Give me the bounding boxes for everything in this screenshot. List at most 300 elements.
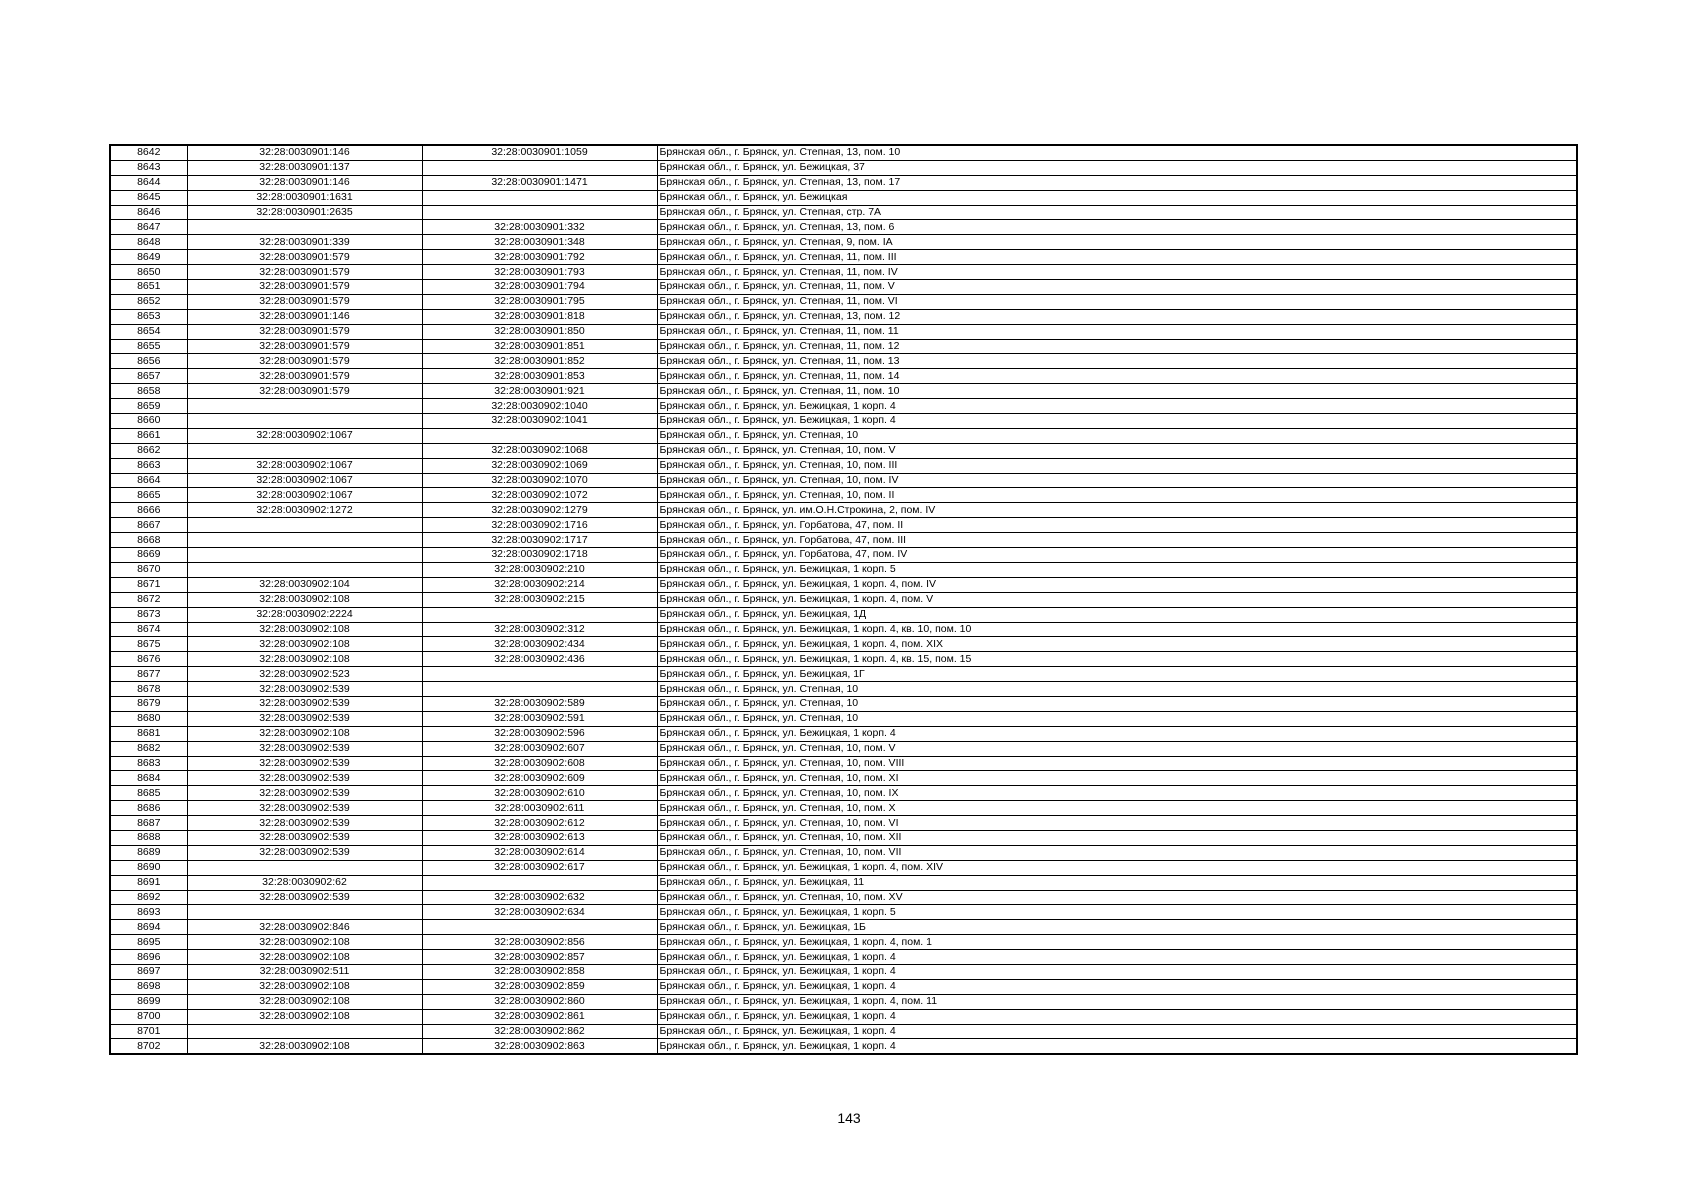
cadastral-number-parent-cell: 32:28:0030902:539 xyxy=(187,682,422,697)
address-cell: Брянская обл., г. Брянск, ул. Бежицкая, 37 xyxy=(657,160,1577,175)
table-row xyxy=(110,950,1577,965)
cadastral-number-parent-cell: 32:28:0030902:846 xyxy=(187,920,422,935)
cadastral-number-parent-cell: 32:28:0030902:108 xyxy=(187,994,422,1009)
row-number-cell: 8653 xyxy=(110,309,187,324)
table-row xyxy=(110,1039,1577,1054)
address-cell: Брянская обл., г. Брянск, ул. Бежицкая, 1 корп. 5 xyxy=(657,562,1577,577)
address-cell: Брянская обл., г. Брянск, ул. Степная, 10 xyxy=(657,428,1577,443)
row-number-cell: 8673 xyxy=(110,607,187,622)
row-number-cell: 8651 xyxy=(110,280,187,295)
row-number-cell: 8680 xyxy=(110,711,187,726)
cadastral-number-object-cell: 32:28:0030902:1716 xyxy=(422,518,657,533)
address-cell: Брянская обл., г. Брянск, ул. Степная, 11, пом. III xyxy=(657,250,1577,265)
cadastral-number-object-cell: 32:28:0030902:589 xyxy=(422,696,657,711)
table-row xyxy=(110,756,1577,771)
cadastral-number-parent-cell: 32:28:0030902:1067 xyxy=(187,458,422,473)
address-cell: Брянская обл., г. Брянск, ул. Бежицкая, 1 корп. 4 xyxy=(657,1024,1577,1039)
registry-table xyxy=(109,144,1578,1055)
cadastral-number-object-cell: 32:28:0030902:611 xyxy=(422,801,657,816)
row-number-cell: 8662 xyxy=(110,443,187,458)
row-number-cell: 8693 xyxy=(110,905,187,920)
cadastral-number-parent-cell xyxy=(187,860,422,875)
row-number-cell: 8665 xyxy=(110,488,187,503)
cadastral-number-parent-cell xyxy=(187,905,422,920)
cadastral-number-parent-cell: 32:28:0030902:1067 xyxy=(187,428,422,443)
cadastral-number-object-cell xyxy=(422,160,657,175)
table-row xyxy=(110,979,1577,994)
table-row xyxy=(110,801,1577,816)
table-row xyxy=(110,369,1577,384)
row-number-cell: 8668 xyxy=(110,533,187,548)
address-cell: Брянская обл., г. Брянск, ул. Бежицкая, 1 корп. 4 xyxy=(657,1009,1577,1024)
address-cell: Брянская обл., г. Брянск, ул. Бежицкая, 1 корп. 4, кв. 10, пом. 10 xyxy=(657,622,1577,637)
cadastral-number-parent-cell: 32:28:0030901:339 xyxy=(187,235,422,250)
table-row xyxy=(110,354,1577,369)
table-row xyxy=(110,473,1577,488)
table-row xyxy=(110,1009,1577,1024)
address-cell: Брянская обл., г. Брянск, ул. Бежицкая, 1Г xyxy=(657,667,1577,682)
cadastral-number-parent-cell: 32:28:0030901:137 xyxy=(187,160,422,175)
address-cell: Брянская обл., г. Брянск, ул. Бежицкая, 1 корп. 4, пом. XIV xyxy=(657,860,1577,875)
address-cell: Брянская обл., г. Брянск, ул. Степная, 10, пом. VI xyxy=(657,816,1577,831)
table-row xyxy=(110,890,1577,905)
address-cell: Брянская обл., г. Брянск, ул. Горбатова, 47, пом. III xyxy=(657,533,1577,548)
row-number-cell: 8687 xyxy=(110,816,187,831)
cadastral-number-parent-cell xyxy=(187,414,422,429)
table-row xyxy=(110,458,1577,473)
row-number-cell: 8684 xyxy=(110,771,187,786)
table-row xyxy=(110,488,1577,503)
address-cell: Брянская обл., г. Брянск, ул. Степная, 11, пом. 13 xyxy=(657,354,1577,369)
cadastral-number-parent-cell xyxy=(187,562,422,577)
cadastral-number-object-cell xyxy=(422,190,657,205)
address-cell: Брянская обл., г. Брянск, ул. Степная, 10, пом. V xyxy=(657,443,1577,458)
cadastral-number-parent-cell xyxy=(187,518,422,533)
cadastral-number-parent-cell: 32:28:0030902:539 xyxy=(187,756,422,771)
table-row xyxy=(110,786,1577,801)
row-number-cell: 8645 xyxy=(110,190,187,205)
cadastral-number-object-cell xyxy=(422,667,657,682)
row-number-cell: 8691 xyxy=(110,875,187,890)
cadastral-number-parent-cell: 32:28:0030902:1067 xyxy=(187,488,422,503)
table-row xyxy=(110,280,1577,295)
table-row xyxy=(110,726,1577,741)
table-row xyxy=(110,205,1577,220)
row-number-cell: 8650 xyxy=(110,265,187,280)
table-row xyxy=(110,235,1577,250)
address-cell: Брянская обл., г. Брянск, ул. Бежицкая xyxy=(657,190,1577,205)
cadastral-number-parent-cell: 32:28:0030901:579 xyxy=(187,265,422,280)
table-row xyxy=(110,175,1577,190)
row-number-cell: 8644 xyxy=(110,175,187,190)
address-cell: Брянская обл., г. Брянск, ул. Степная, 11, пом. IV xyxy=(657,265,1577,280)
address-cell: Брянская обл., г. Брянск, ул. Степная, 11, пом. 10 xyxy=(657,384,1577,399)
cadastral-number-object-cell xyxy=(422,205,657,220)
cadastral-number-object-cell: 32:28:0030902:312 xyxy=(422,622,657,637)
row-number-cell: 8659 xyxy=(110,399,187,414)
cadastral-number-parent-cell: 32:28:0030901:1631 xyxy=(187,190,422,205)
cadastral-number-object-cell: 32:28:0030902:434 xyxy=(422,637,657,652)
address-cell: Брянская обл., г. Брянск, ул. Бежицкая, 1 корп. 4, пом. 11 xyxy=(657,994,1577,1009)
address-cell: Брянская обл., г. Брянск, ул. Степная, 10, пом. VII xyxy=(657,845,1577,860)
table-row xyxy=(110,830,1577,845)
table-row xyxy=(110,696,1577,711)
row-number-cell: 8672 xyxy=(110,592,187,607)
cadastral-number-object-cell: 32:28:0030901:851 xyxy=(422,339,657,354)
address-cell: Брянская обл., г. Брянск, ул. Степная, 11, пом. 14 xyxy=(657,369,1577,384)
row-number-cell: 8700 xyxy=(110,1009,187,1024)
address-cell: Брянская обл., г. Брянск, ул. Бежицкая, 1 корп. 4 xyxy=(657,399,1577,414)
address-cell: Брянская обл., г. Брянск, ул. Бежицкая, 1 корп. 4, пом. V xyxy=(657,592,1577,607)
cadastral-number-parent-cell xyxy=(187,399,422,414)
row-number-cell: 8664 xyxy=(110,473,187,488)
cadastral-number-parent-cell: 32:28:0030901:579 xyxy=(187,250,422,265)
cadastral-number-object-cell: 32:28:0030901:852 xyxy=(422,354,657,369)
address-cell: Брянская обл., г. Брянск, ул. Степная, 10 xyxy=(657,711,1577,726)
address-cell: Брянская обл., г. Брянск, ул. Степная, 11, пом. 11 xyxy=(657,324,1577,339)
cadastral-number-parent-cell: 32:28:0030902:539 xyxy=(187,816,422,831)
cadastral-number-parent-cell: 32:28:0030901:579 xyxy=(187,339,422,354)
row-number-cell: 8686 xyxy=(110,801,187,816)
table-row xyxy=(110,592,1577,607)
address-cell: Брянская обл., г. Брянск, ул. Степная, 13, пом. 17 xyxy=(657,175,1577,190)
cadastral-number-object-cell: 32:28:0030902:856 xyxy=(422,935,657,950)
address-cell: Брянская обл., г. Брянск, ул. Бежицкая, 1 корп. 4, пом. IV xyxy=(657,577,1577,592)
cadastral-number-parent-cell: 32:28:0030902:108 xyxy=(187,979,422,994)
row-number-cell: 8677 xyxy=(110,667,187,682)
address-cell: Брянская обл., г. Брянск, ул. Степная, 11, пом. 12 xyxy=(657,339,1577,354)
cadastral-number-object-cell: 32:28:0030902:632 xyxy=(422,890,657,905)
table-row xyxy=(110,652,1577,667)
cadastral-number-object-cell: 32:28:0030902:612 xyxy=(422,816,657,831)
address-cell: Брянская обл., г. Брянск, ул. Бежицкая, 1Б xyxy=(657,920,1577,935)
cadastral-number-parent-cell: 32:28:0030902:511 xyxy=(187,964,422,979)
table-row xyxy=(110,428,1577,443)
table-row xyxy=(110,682,1577,697)
row-number-cell: 8674 xyxy=(110,622,187,637)
address-cell: Брянская обл., г. Брянск, ул. Степная, 13, пом. 12 xyxy=(657,309,1577,324)
table-row xyxy=(110,771,1577,786)
cadastral-number-object-cell xyxy=(422,875,657,890)
table-row xyxy=(110,875,1577,890)
address-cell: Брянская обл., г. Брянск, ул. Бежицкая, 1 корп. 4, кв. 15, пом. 15 xyxy=(657,652,1577,667)
cadastral-number-parent-cell: 32:28:0030902:539 xyxy=(187,801,422,816)
row-number-cell: 8661 xyxy=(110,428,187,443)
address-cell: Брянская обл., г. Брянск, ул. Степная, 10 xyxy=(657,696,1577,711)
cadastral-number-object-cell: 32:28:0030901:795 xyxy=(422,294,657,309)
table-row xyxy=(110,265,1577,280)
table-row xyxy=(110,607,1577,622)
cadastral-number-parent-cell: 32:28:0030902:539 xyxy=(187,741,422,756)
row-number-cell: 8701 xyxy=(110,1024,187,1039)
cadastral-number-object-cell: 32:28:0030902:1072 xyxy=(422,488,657,503)
cadastral-number-parent-cell: 32:28:0030902:108 xyxy=(187,637,422,652)
cadastral-number-object-cell: 32:28:0030901:793 xyxy=(422,265,657,280)
cadastral-number-object-cell: 32:28:0030902:858 xyxy=(422,964,657,979)
table-row xyxy=(110,622,1577,637)
address-cell: Брянская обл., г. Брянск, ул. Степная, 10, пом. XII xyxy=(657,830,1577,845)
cadastral-number-object-cell: 32:28:0030901:850 xyxy=(422,324,657,339)
row-number-cell: 8663 xyxy=(110,458,187,473)
cadastral-number-parent-cell: 32:28:0030902:108 xyxy=(187,622,422,637)
row-number-cell: 8642 xyxy=(110,145,187,160)
cadastral-number-object-cell: 32:28:0030902:214 xyxy=(422,577,657,592)
row-number-cell: 8702 xyxy=(110,1039,187,1054)
cadastral-number-parent-cell: 32:28:0030901:146 xyxy=(187,309,422,324)
cadastral-number-object-cell: 32:28:0030902:609 xyxy=(422,771,657,786)
cadastral-number-parent-cell xyxy=(187,548,422,563)
cadastral-number-parent-cell: 32:28:0030902:2224 xyxy=(187,607,422,622)
table-row xyxy=(110,309,1577,324)
address-cell: Брянская обл., г. Брянск, ул. Степная, 11, пом. VI xyxy=(657,294,1577,309)
row-number-cell: 8669 xyxy=(110,548,187,563)
cadastral-number-object-cell: 32:28:0030902:1717 xyxy=(422,533,657,548)
table-row xyxy=(110,250,1577,265)
table-row xyxy=(110,816,1577,831)
table-row xyxy=(110,964,1577,979)
row-number-cell: 8698 xyxy=(110,979,187,994)
cadastral-number-object-cell: 32:28:0030902:617 xyxy=(422,860,657,875)
cadastral-number-object-cell: 32:28:0030902:634 xyxy=(422,905,657,920)
address-cell: Брянская обл., г. Брянск, ул. Степная, 10, пом. X xyxy=(657,801,1577,816)
row-number-cell: 8681 xyxy=(110,726,187,741)
cadastral-number-object-cell: 32:28:0030901:348 xyxy=(422,235,657,250)
row-number-cell: 8655 xyxy=(110,339,187,354)
cadastral-number-object-cell: 32:28:0030902:861 xyxy=(422,1009,657,1024)
cadastral-number-object-cell: 32:28:0030902:608 xyxy=(422,756,657,771)
cadastral-number-object-cell: 32:28:0030901:332 xyxy=(422,220,657,235)
row-number-cell: 8688 xyxy=(110,830,187,845)
cadastral-number-parent-cell: 32:28:0030901:146 xyxy=(187,145,422,160)
table-row xyxy=(110,145,1577,160)
row-number-cell: 8658 xyxy=(110,384,187,399)
row-number-cell: 8690 xyxy=(110,860,187,875)
row-number-cell: 8682 xyxy=(110,741,187,756)
cadastral-number-parent-cell: 32:28:0030902:539 xyxy=(187,786,422,801)
row-number-cell: 8696 xyxy=(110,950,187,965)
cadastral-number-parent-cell: 32:28:0030902:539 xyxy=(187,890,422,905)
cadastral-number-parent-cell: 32:28:0030902:1272 xyxy=(187,503,422,518)
cadastral-number-object-cell: 32:28:0030901:818 xyxy=(422,309,657,324)
address-cell: Брянская обл., г. Брянск, ул. Степная, 13, пом. 10 xyxy=(657,145,1577,160)
address-cell: Брянская обл., г. Брянск, ул. Степная, 10 xyxy=(657,682,1577,697)
row-number-cell: 8657 xyxy=(110,369,187,384)
table-row xyxy=(110,935,1577,950)
cadastral-number-object-cell: 32:28:0030902:210 xyxy=(422,562,657,577)
table-row xyxy=(110,860,1577,875)
table-row xyxy=(110,294,1577,309)
row-number-cell: 8643 xyxy=(110,160,187,175)
address-cell: Брянская обл., г. Брянск, ул. Бежицкая, 1 корп. 4 xyxy=(657,1039,1577,1054)
row-number-cell: 8675 xyxy=(110,637,187,652)
cadastral-number-object-cell xyxy=(422,920,657,935)
cadastral-number-parent-cell: 32:28:0030901:579 xyxy=(187,369,422,384)
cadastral-number-parent-cell: 32:28:0030902:523 xyxy=(187,667,422,682)
cadastral-number-object-cell: 32:28:0030902:1718 xyxy=(422,548,657,563)
row-number-cell: 8692 xyxy=(110,890,187,905)
row-number-cell: 8689 xyxy=(110,845,187,860)
address-cell: Брянская обл., г. Брянск, ул. Степная, 11, пом. V xyxy=(657,280,1577,295)
address-cell: Брянская обл., г. Брянск, ул. Степная, 10, пом. IV xyxy=(657,473,1577,488)
cadastral-number-parent-cell: 32:28:0030902:539 xyxy=(187,845,422,860)
table-row xyxy=(110,637,1577,652)
registry-table-body xyxy=(110,145,1577,1054)
cadastral-number-object-cell: 32:28:0030902:607 xyxy=(422,741,657,756)
cadastral-number-object-cell: 32:28:0030902:1068 xyxy=(422,443,657,458)
table-row xyxy=(110,339,1577,354)
address-cell: Брянская обл., г. Брянск, ул. Бежицкая, 1 корп. 5 xyxy=(657,905,1577,920)
row-number-cell: 8685 xyxy=(110,786,187,801)
cadastral-number-object-cell: 32:28:0030902:1041 xyxy=(422,414,657,429)
table-row xyxy=(110,518,1577,533)
cadastral-number-parent-cell: 32:28:0030901:579 xyxy=(187,294,422,309)
cadastral-number-parent-cell: 32:28:0030902:108 xyxy=(187,726,422,741)
cadastral-number-parent-cell xyxy=(187,533,422,548)
cadastral-number-object-cell: 32:28:0030902:859 xyxy=(422,979,657,994)
cadastral-number-object-cell: 32:28:0030902:1279 xyxy=(422,503,657,518)
cadastral-number-parent-cell: 32:28:0030902:108 xyxy=(187,950,422,965)
cadastral-number-object-cell: 32:28:0030902:1040 xyxy=(422,399,657,414)
address-cell: Брянская обл., г. Брянск, ул. Бежицкая, 1 корп. 4, пом. 1 xyxy=(657,935,1577,950)
row-number-cell: 8667 xyxy=(110,518,187,533)
cadastral-number-parent-cell: 32:28:0030901:579 xyxy=(187,384,422,399)
row-number-cell: 8660 xyxy=(110,414,187,429)
cadastral-number-object-cell: 32:28:0030902:1069 xyxy=(422,458,657,473)
cadastral-number-parent-cell: 32:28:0030902:539 xyxy=(187,830,422,845)
cadastral-number-object-cell: 32:28:0030902:591 xyxy=(422,711,657,726)
cadastral-number-object-cell: 32:28:0030901:794 xyxy=(422,280,657,295)
cadastral-number-object-cell: 32:28:0030901:792 xyxy=(422,250,657,265)
table-row xyxy=(110,711,1577,726)
cadastral-number-parent-cell: 32:28:0030902:539 xyxy=(187,711,422,726)
row-number-cell: 8646 xyxy=(110,205,187,220)
row-number-cell: 8648 xyxy=(110,235,187,250)
table-row xyxy=(110,920,1577,935)
row-number-cell: 8654 xyxy=(110,324,187,339)
cadastral-number-object-cell: 32:28:0030901:853 xyxy=(422,369,657,384)
table-row xyxy=(110,160,1577,175)
cadastral-number-object-cell xyxy=(422,607,657,622)
cadastral-number-object-cell: 32:28:0030902:857 xyxy=(422,950,657,965)
row-number-cell: 8656 xyxy=(110,354,187,369)
cadastral-number-parent-cell: 32:28:0030902:108 xyxy=(187,935,422,950)
row-number-cell: 8694 xyxy=(110,920,187,935)
row-number-cell: 8683 xyxy=(110,756,187,771)
table-row xyxy=(110,845,1577,860)
table-row xyxy=(110,399,1577,414)
cadastral-number-object-cell: 32:28:0030902:614 xyxy=(422,845,657,860)
cadastral-number-parent-cell: 32:28:0030901:579 xyxy=(187,280,422,295)
cadastral-number-parent-cell: 32:28:0030902:62 xyxy=(187,875,422,890)
cadastral-number-object-cell: 32:28:0030901:1471 xyxy=(422,175,657,190)
table-row xyxy=(110,548,1577,563)
row-number-cell: 8678 xyxy=(110,682,187,697)
row-number-cell: 8666 xyxy=(110,503,187,518)
row-number-cell: 8697 xyxy=(110,964,187,979)
address-cell: Брянская обл., г. Брянск, ул. Степная, 9, пом. IA xyxy=(657,235,1577,250)
cadastral-number-object-cell: 32:28:0030902:862 xyxy=(422,1024,657,1039)
address-cell: Брянская обл., г. Брянск, ул. Бежицкая, 11 xyxy=(657,875,1577,890)
address-cell: Брянская обл., г. Брянск, ул. Степная, 10, пом. XV xyxy=(657,890,1577,905)
cadastral-number-parent-cell: 32:28:0030902:108 xyxy=(187,652,422,667)
cadastral-number-object-cell xyxy=(422,682,657,697)
table-row xyxy=(110,994,1577,1009)
table-row xyxy=(110,324,1577,339)
row-number-cell: 8671 xyxy=(110,577,187,592)
table-row xyxy=(110,503,1577,518)
address-cell: Брянская обл., г. Брянск, ул. Степная, 10, пом. VIII xyxy=(657,756,1577,771)
table-row xyxy=(110,220,1577,235)
row-number-cell: 8652 xyxy=(110,294,187,309)
address-cell: Брянская обл., г. Брянск, ул. Бежицкая, 1 корп. 4 xyxy=(657,979,1577,994)
cadastral-number-object-cell: 32:28:0030902:613 xyxy=(422,830,657,845)
address-cell: Брянская обл., г. Брянск, ул. Степная, стр. 7А xyxy=(657,205,1577,220)
row-number-cell: 8647 xyxy=(110,220,187,235)
table-row xyxy=(110,414,1577,429)
table-row xyxy=(110,562,1577,577)
cadastral-number-object-cell: 32:28:0030902:596 xyxy=(422,726,657,741)
row-number-cell: 8676 xyxy=(110,652,187,667)
cadastral-number-object-cell: 32:28:0030902:1070 xyxy=(422,473,657,488)
row-number-cell: 8679 xyxy=(110,696,187,711)
address-cell: Брянская обл., г. Брянск, ул. Степная, 10, пом. XI xyxy=(657,771,1577,786)
address-cell: Брянская обл., г. Брянск, ул. Горбатова, 47, пом. II xyxy=(657,518,1577,533)
cadastral-number-parent-cell: 32:28:0030902:104 xyxy=(187,577,422,592)
address-cell: Брянская обл., г. Брянск, ул. Бежицкая, 1 корп. 4 xyxy=(657,726,1577,741)
table-row xyxy=(110,190,1577,205)
row-number-cell: 8699 xyxy=(110,994,187,1009)
page-number: 143 xyxy=(837,1110,861,1126)
address-cell: Брянская обл., г. Брянск, ул. Степная, 13, пом. 6 xyxy=(657,220,1577,235)
cadastral-number-parent-cell: 32:28:0030902:1067 xyxy=(187,473,422,488)
address-cell: Брянская обл., г. Брянск, ул. Степная, 10, пом. III xyxy=(657,458,1577,473)
cadastral-number-parent-cell: 32:28:0030902:108 xyxy=(187,1009,422,1024)
cadastral-number-object-cell: 32:28:0030902:610 xyxy=(422,786,657,801)
table-row xyxy=(110,577,1577,592)
cadastral-number-parent-cell: 32:28:0030901:2635 xyxy=(187,205,422,220)
cadastral-number-parent-cell xyxy=(187,1024,422,1039)
address-cell: Брянская обл., г. Брянск, ул. им.О.Н.Строкина, 2, пом. IV xyxy=(657,503,1577,518)
table-row xyxy=(110,667,1577,682)
address-cell: Брянская обл., г. Брянск, ул. Бежицкая, 1 корп. 4 xyxy=(657,414,1577,429)
cadastral-number-object-cell: 32:28:0030901:1059 xyxy=(422,145,657,160)
cadastral-number-parent-cell xyxy=(187,220,422,235)
cadastral-number-parent-cell: 32:28:0030902:539 xyxy=(187,696,422,711)
cadastral-number-object-cell: 32:28:0030902:860 xyxy=(422,994,657,1009)
address-cell: Брянская обл., г. Брянск, ул. Бежицкая, 1 корп. 4 xyxy=(657,950,1577,965)
address-cell: Брянская обл., г. Брянск, ул. Горбатова, 47, пом. IV xyxy=(657,548,1577,563)
row-number-cell: 8695 xyxy=(110,935,187,950)
address-cell: Брянская обл., г. Брянск, ул. Бежицкая, 1 корп. 4, пом. XIX xyxy=(657,637,1577,652)
address-cell: Брянская обл., г. Брянск, ул. Степная, 10, пом. II xyxy=(657,488,1577,503)
table-row xyxy=(110,1024,1577,1039)
cadastral-number-object-cell: 32:28:0030902:863 xyxy=(422,1039,657,1054)
cadastral-number-parent-cell: 32:28:0030902:108 xyxy=(187,592,422,607)
cadastral-number-parent-cell xyxy=(187,443,422,458)
address-cell: Брянская обл., г. Брянск, ул. Степная, 10, пом. V xyxy=(657,741,1577,756)
cadastral-number-object-cell xyxy=(422,428,657,443)
cadastral-number-object-cell: 32:28:0030902:215 xyxy=(422,592,657,607)
table-row xyxy=(110,443,1577,458)
cadastral-number-parent-cell: 32:28:0030901:579 xyxy=(187,354,422,369)
table-row xyxy=(110,533,1577,548)
cadastral-number-parent-cell: 32:28:0030901:579 xyxy=(187,324,422,339)
row-number-cell: 8670 xyxy=(110,562,187,577)
row-number-cell: 8649 xyxy=(110,250,187,265)
address-cell: Брянская обл., г. Брянск, ул. Бежицкая, 1 корп. 4 xyxy=(657,964,1577,979)
address-cell: Брянская обл., г. Брянск, ул. Бежицкая, 1Д xyxy=(657,607,1577,622)
address-cell: Брянская обл., г. Брянск, ул. Степная, 10, пом. IX xyxy=(657,786,1577,801)
